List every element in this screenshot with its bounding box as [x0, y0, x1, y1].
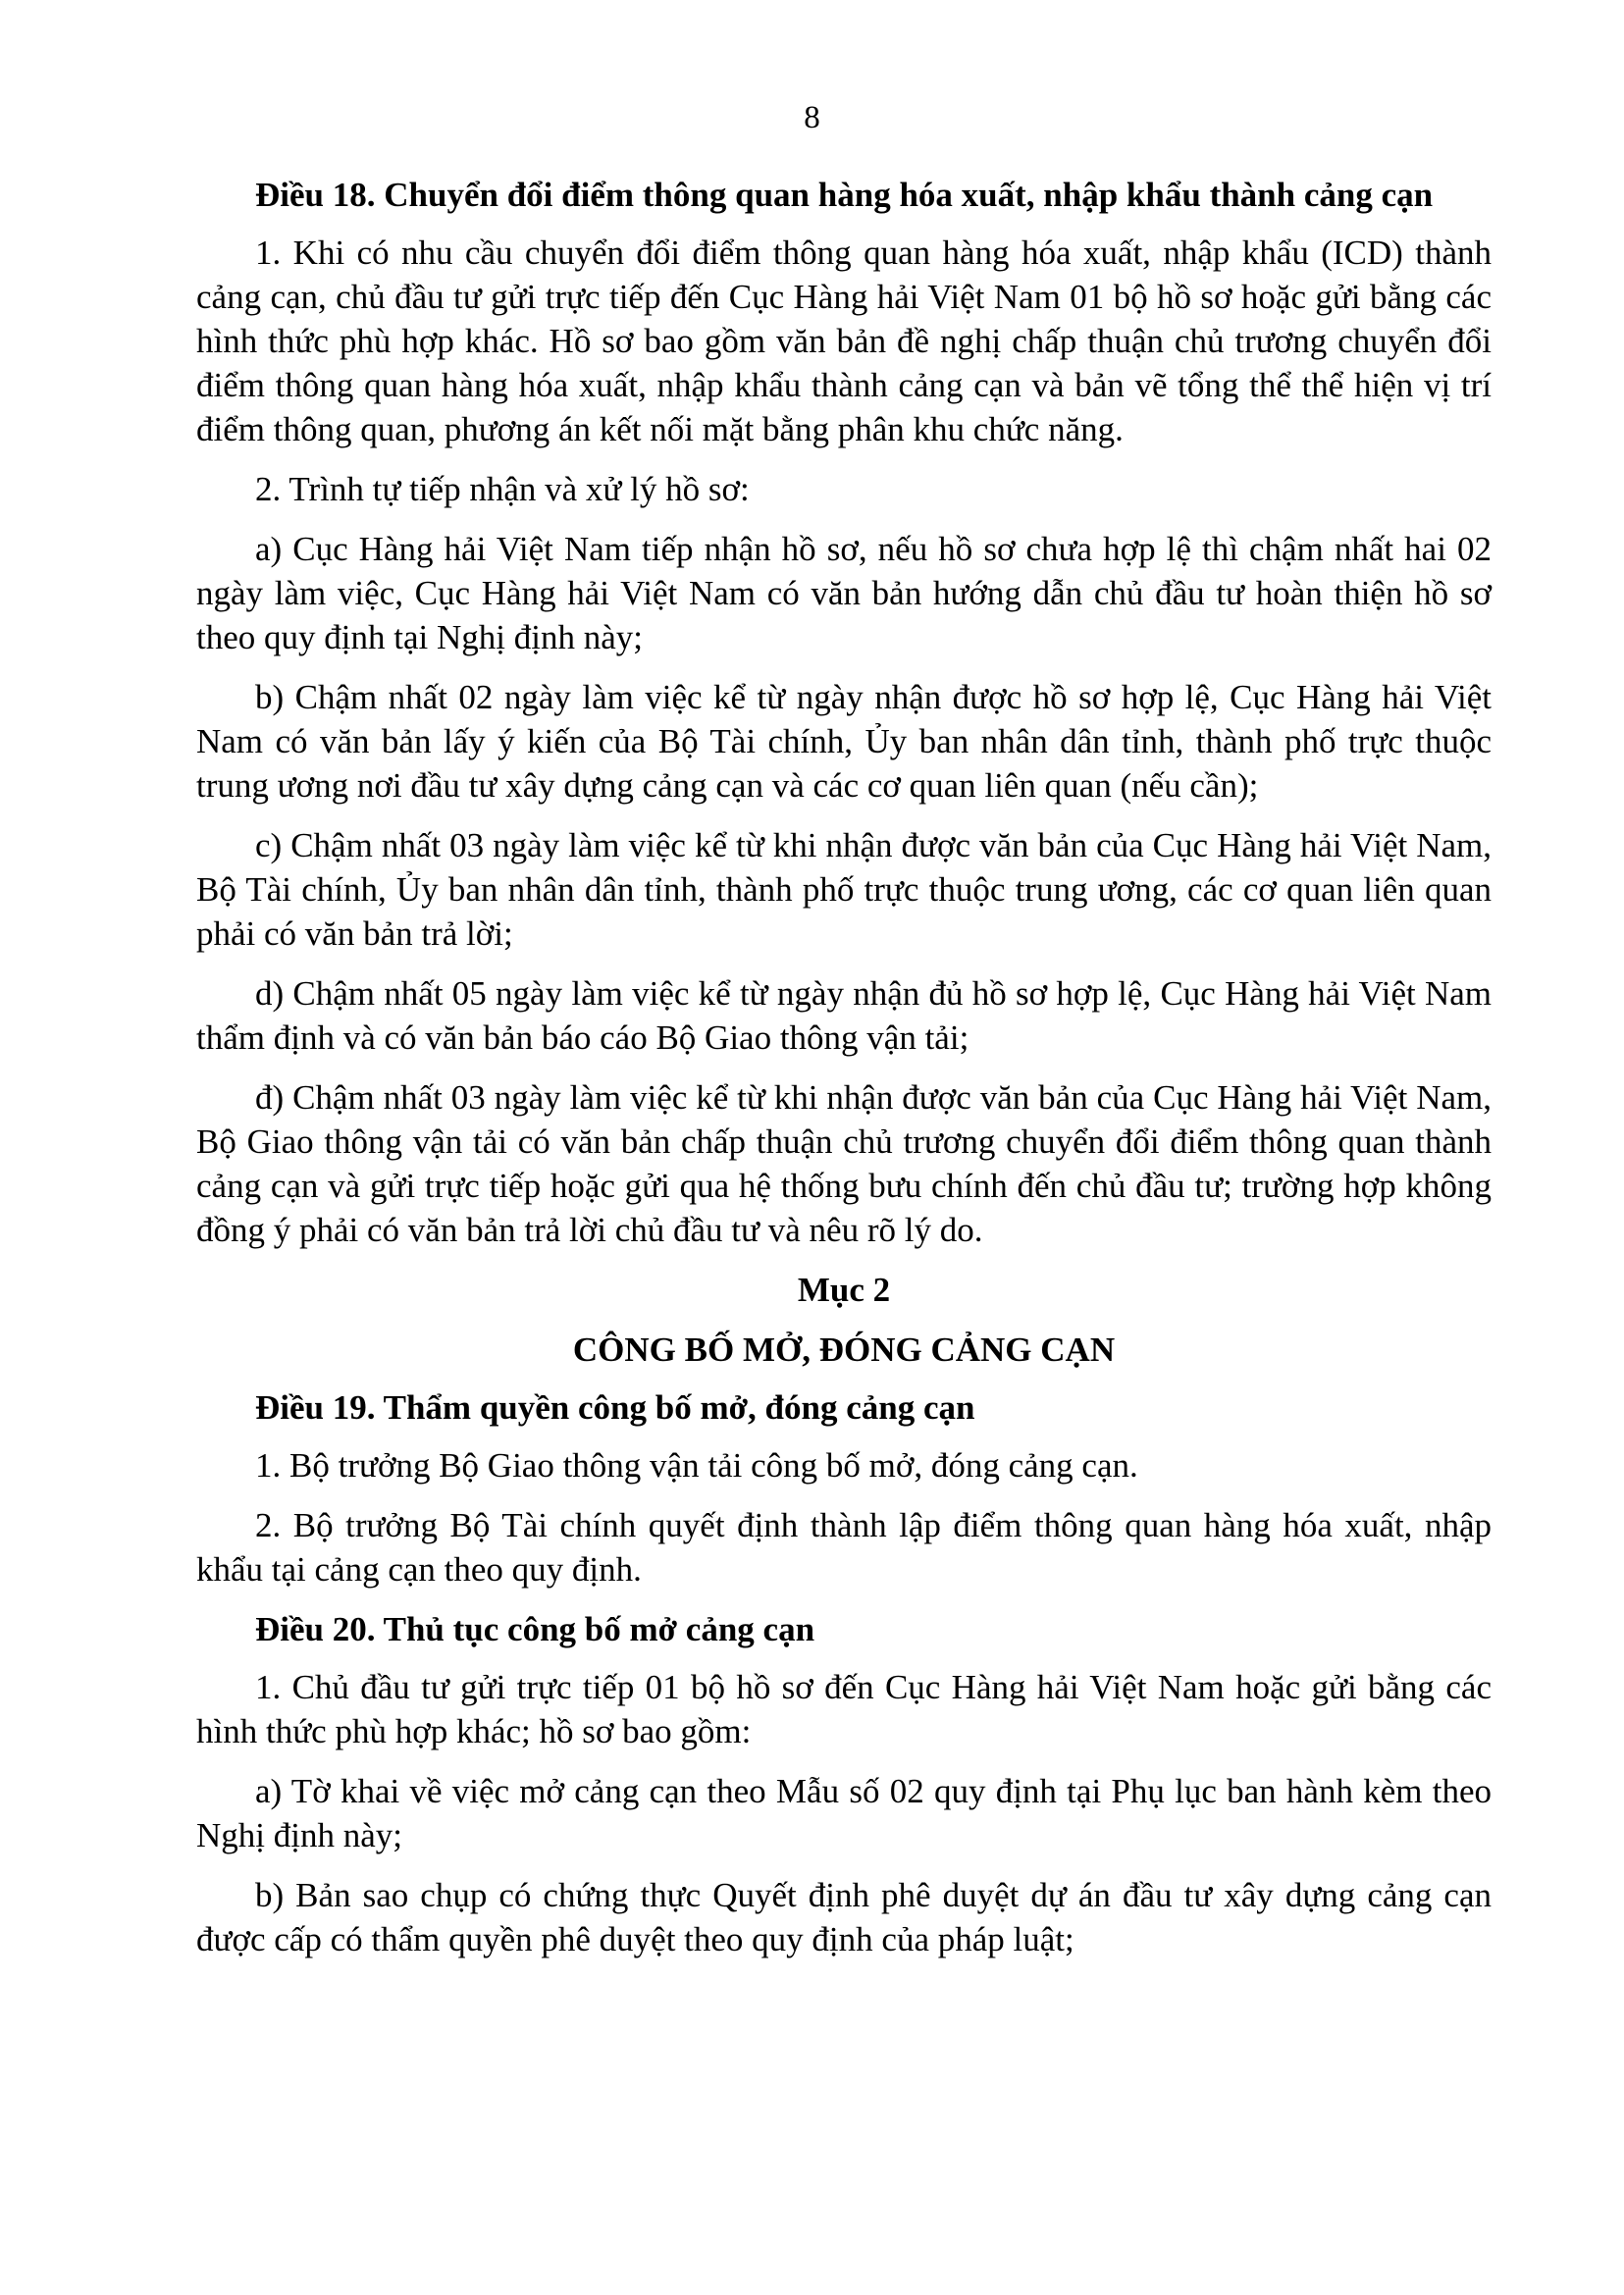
page-number: 8 — [804, 100, 820, 135]
article-19-paragraph-2: 2. Bộ trưởng Bộ Tài chính quyết định thành lập điểm thông quan hàng hóa xuất, nhập khẩu tại cảng cạn theo quy định. — [196, 1506, 1492, 1589]
document-body — [196, 173, 1492, 1977]
article-20-title: Điều 20. Thủ tục công bố mở cảng cạn — [255, 1610, 815, 1648]
article-18-paragraph-1: 1. Khi có nhu cầu chuyển đổi điểm thông quan hàng hóa xuất, nhập khẩu (ICD) thành cảng cạn, chủ đầu tư gửi trực tiếp đến Cục Hàng hải Việt Nam 01 bộ hồ sơ hoặc gửi bằng các hình thức phù hợp khác. Hồ sơ bao gồm văn bản đề nghị chấp thuận chủ trương chuyển đổi điểm thông quan hàng hóa xuất, nhập khẩu thành cảng cạn và bản vẽ tổng thể thể hiện vị trí điểm thông quan, phương án kết nối mặt bằng phân khu chức năng. — [196, 234, 1492, 448]
article-18-title: Điều 18. Chuyển đổi điểm thông quan hàng hóa xuất, nhập khẩu thành cảng cạn — [255, 176, 1434, 214]
section-2-label: Mục 2 — [797, 1271, 891, 1309]
article-20-item-a: a) Tờ khai về việc mở cảng cạn theo Mẫu số 02 quy định tại Phụ lục ban hành kèm theo Nghị định này; — [196, 1772, 1492, 1854]
article-18-item-b: b) Chậm nhất 02 ngày làm việc kể từ ngày nhận được hồ sơ hợp lệ, Cục Hàng hải Việt Nam có văn bản lấy ý kiến của Bộ Tài chính, Ủy ban nhân dân tỉnh, thành phố trực thuộc trung ương nơi đầu tư xây dựng cảng cạn và các cơ quan liên quan (nếu cần); — [196, 678, 1492, 805]
article-18-item-dd: đ) Chậm nhất 03 ngày làm việc kể từ khi nhận được văn bản của Cục Hàng hải Việt Nam, Bộ Giao thông vận tải có văn bản chấp thuận chủ trương chuyển đổi điểm thông quan thành cảng cạn và gửi trực tiếp hoặc gửi qua hệ thống bưu chính đến chủ đầu tư; trường hợp không đồng ý phải có văn bản trả lời chủ đầu tư và nêu rõ lý do. — [196, 1078, 1492, 1249]
article-18-item-c: c) Chậm nhất 03 ngày làm việc kể từ khi nhận được văn bản của Cục Hàng hải Việt Nam, Bộ Tài chính, Ủy ban nhân dân tỉnh, thành phố trực thuộc trung ương, các cơ quan liên quan phải có văn bản trả lời; — [196, 826, 1492, 953]
article-20-item-b: b) Bản sao chụp có chứng thực Quyết định phê duyệt dự án đầu tư xây dựng cảng cạn được cấp có thẩm quyền phê duyệt theo quy định của pháp luật; — [196, 1876, 1492, 1958]
article-19-title: Điều 19. Thẩm quyền công bố mở, đóng cảng cạn — [255, 1388, 975, 1427]
article-18-item-d: d) Chậm nhất 05 ngày làm việc kể từ ngày nhận đủ hồ sơ hợp lệ, Cục Hàng hải Việt Nam thẩm định và có văn bản báo cáo Bộ Giao thông vận tải; — [196, 974, 1492, 1057]
article-18-paragraph-2: 2. Trình tự tiếp nhận và xử lý hồ sơ: — [255, 470, 750, 508]
section-2-title: CÔNG BỐ MỞ, ĐÓNG CẢNG CẠN — [572, 1330, 1116, 1369]
article-20-paragraph-1: 1. Chủ đầu tư gửi trực tiếp 01 bộ hồ sơ đến Cục Hàng hải Việt Nam hoặc gửi bằng các hình thức phù hợp khác; hồ sơ bao gồm: — [196, 1668, 1492, 1750]
article-18-item-a: a) Cục Hàng hải Việt Nam tiếp nhận hồ sơ, nếu hồ sơ chưa hợp lệ thì chậm nhất hai 02 ngày làm việc, Cục Hàng hải Việt Nam có văn bản hướng dẫn chủ đầu tư hoàn thiện hồ sơ theo quy định tại Nghị định này; — [196, 530, 1492, 656]
article-19-paragraph-1: 1. Bộ trưởng Bộ Giao thông vận tải công bố mở, đóng cảng cạn. — [255, 1446, 1138, 1485]
